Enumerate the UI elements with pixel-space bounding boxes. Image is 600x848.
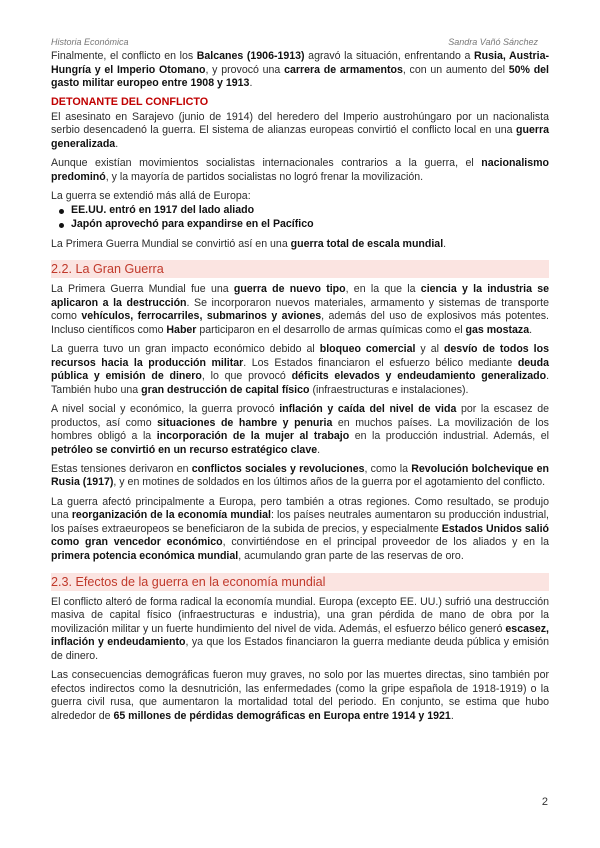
paragraph-impacto-economico: [51, 343, 549, 397]
text: , ya que los Estados financiaron la guerra mediante deuda pública y emisión de dinero.: [51, 636, 549, 662]
text: Las consecuencias demográficas fueron muy graves, no solo por las muertes directas, sino también por efectos indirectos como la desnutrición, las enfermedades (como la gripe española de 1918-1919) o la guerra civil rusa, que aumentaron la mortalidad total del periodo. En conjunto, se estima que hubo alrededor de: [51, 668, 549, 722]
text: , acumulando gran parte de las reservas de oro.: [238, 549, 464, 562]
bold-text: gas mostaza: [465, 324, 530, 336]
paragraph-reorganizacion: [51, 496, 549, 564]
text: .: [443, 237, 447, 250]
text: en la producción industrial. Además, el: [349, 430, 549, 443]
text: La Primera Guerra Mundial se convirtió así en una: [51, 237, 291, 250]
bold-text: Japón aprovechó para expandirse en el Pacífico: [71, 218, 314, 231]
text: en muchos países. La movilización de los hombres obligó a la: [51, 416, 549, 443]
bold-text: guerra generalizada: [51, 124, 549, 151]
text: . También hubo una: [51, 370, 550, 396]
bold-text: Revolución bolchevique en Rusia (1917): [51, 462, 549, 489]
paragraph-balcanes: [51, 50, 549, 91]
page-content: [51, 50, 549, 729]
bold-text: deuda pública y emisión de dinero: [51, 356, 550, 383]
text: participaron en el desarrollo de armas químicas como el: [196, 324, 466, 336]
list-item: [63, 204, 549, 218]
page-number: 2: [541, 796, 548, 808]
bold-text: Balcanes (1906-1913): [196, 50, 305, 62]
text: A nivel social y económico, la guerra provocó: [51, 402, 280, 415]
text: El conflicto alteró de forma radical la economía mundial. Europa (excepto EE. UU.) sufrió una destrucción masiva de capital físico (infraestructuras e industria), una gran pérdida de mano de obra por la movilización militar y un fuerte hundimiento del nivel de vida. Además, el esfuerzo bélico generó: [51, 595, 549, 635]
text: Aunque existían movimientos socialistas internacionales contrarios a la guerra, el: [51, 157, 482, 170]
bold-text: nacionalismo predominó: [51, 157, 549, 183]
text: , y provocó una: [205, 63, 285, 76]
text: Estas tensiones derivaron en: [51, 462, 192, 475]
text: Finalmente, el conflicto en los: [51, 50, 197, 62]
paragraph-demograficas: [51, 669, 549, 723]
text: .: [317, 443, 321, 456]
paragraph-extension: La guerra se extendió más allá de Europa:: [51, 189, 251, 202]
text: , en la que la: [345, 283, 421, 296]
bold-text: 65 millones de pérdidas demográficas en Europa entre 1914 y 1921: [113, 709, 451, 722]
text: . Se incorporaron nuevos materiales, armamento y sistemas de transporte como: [51, 296, 549, 323]
bold-text: petróleo se convirtió en un recurso estratégico clave: [51, 443, 318, 456]
bold-text: ciencia y la industria se aplicaron a la destrucción: [51, 283, 549, 309]
bold-text: guerra de nuevo tipo: [233, 283, 346, 296]
text: .: [115, 138, 119, 151]
bold-text: Estados Unidos salió como gran vencedor económico: [51, 522, 549, 549]
text: .: [450, 709, 454, 722]
detonante-heading: DETONANTE DEL CONFLICTO: [51, 96, 209, 109]
bold-text: EE.UU. entró en 1917 del lado aliado: [71, 204, 255, 217]
bold-text: 50% del gasto militar europeo entre 1908 y 1913: [51, 63, 550, 90]
text: , y en motines de soldados en los últimos años de la guerra por el agotamiento del conflicto.: [113, 476, 546, 489]
text: (infraestructuras e instalaciones).: [309, 383, 469, 396]
paragraph-guerra-total: [51, 238, 549, 252]
text: : los países neutrales aumentaron su producción industrial, los países extraeuropeos se beneficiaron de la subida de precios, y especialmente: [51, 509, 549, 535]
text: . Los Estados financiaron el esfuerzo bélico mediante: [243, 356, 518, 369]
section-heading-gran-guerra: 2.2. La Gran Guerra: [51, 260, 549, 278]
bold-text: Rusia, Austria-Hungría y el Imperio Otomano: [51, 50, 550, 76]
bold-text: reorganización de la economía mundial: [71, 509, 271, 522]
paragraph-conflicto-alteró: [51, 596, 549, 664]
list-item: [63, 218, 549, 232]
bold-text: primera potencia económica mundial: [51, 549, 239, 562]
text: , con un aumento del: [402, 63, 509, 76]
text: y al: [415, 343, 444, 356]
text: .: [529, 324, 533, 336]
bold-text: bloqueo comercial: [319, 343, 416, 356]
text: agravó la situación, enfrentando a: [304, 50, 474, 62]
bold-text: desvío de todos los recursos hacia la producción militar: [51, 343, 549, 369]
bold-text: gran destrucción de capital físico: [141, 383, 310, 396]
text: , como la: [364, 462, 412, 475]
text: La guerra afectó principalmente a Europa, pero también a otras regiones. Como resultado, se produjo una: [51, 495, 549, 522]
text: , lo que provocó: [201, 370, 292, 383]
paragraph-sarajevo: [51, 111, 549, 152]
header-course-title: Historia Económica: [51, 37, 129, 47]
bold-text: conflictos sociales y revoluciones: [191, 462, 365, 475]
text: , convirtiéndose en el principal proveedor de los aliados y en la: [222, 536, 549, 549]
paragraph-nuevo-tipo: [51, 283, 549, 337]
bold-text: situaciones de hambre y penuria: [157, 416, 333, 429]
bold-text: incorporación de la mujer al trabajo: [156, 430, 350, 443]
text: , además del uso de explosivos más potentes. Incluso científicos como: [51, 310, 549, 336]
text: por la escasez de productos, así como: [51, 402, 549, 429]
paragraph-tensiones: [51, 463, 549, 490]
bold-text: Haber: [166, 324, 197, 336]
text: La Primera Guerra Mundial fue una: [51, 283, 234, 296]
bold-text: guerra total de escala mundial: [290, 237, 444, 250]
text: .: [249, 77, 253, 90]
text: El asesinato en Sarajevo (junio de 1914) del heredero del Imperio austrohúngaro por un nacionalista serbio desencadenó la guerra. El sistema de alianzas europeas convirtió el conflicto local en una: [51, 110, 549, 137]
header-author: Sandra Vañó Sánchez: [448, 37, 538, 47]
page-header: [51, 37, 538, 47]
bold-text: escasez, inflación y endeudamiento: [51, 622, 549, 649]
text: , y la mayoría de partidos socialistas no logró frenar la movilización.: [105, 170, 424, 183]
bold-text: carrera de armamentos: [284, 63, 403, 76]
text: La guerra tuvo un gran impacto económico debido al: [51, 343, 320, 356]
bold-text: vehículos, ferrocarriles, submarinos y aviones: [81, 310, 322, 323]
bullet-list: [51, 204, 549, 231]
bold-text: inflación y caída del nivel de vida: [279, 402, 457, 415]
paragraph-nivel-social: [51, 403, 549, 457]
paragraph-nacionalismo: [51, 157, 549, 184]
section-heading-efectos: 2.3. Efectos de la guerra en la economía mundial: [51, 573, 549, 591]
bold-text: déficits elevados y endeudamiento generalizado: [291, 370, 547, 383]
